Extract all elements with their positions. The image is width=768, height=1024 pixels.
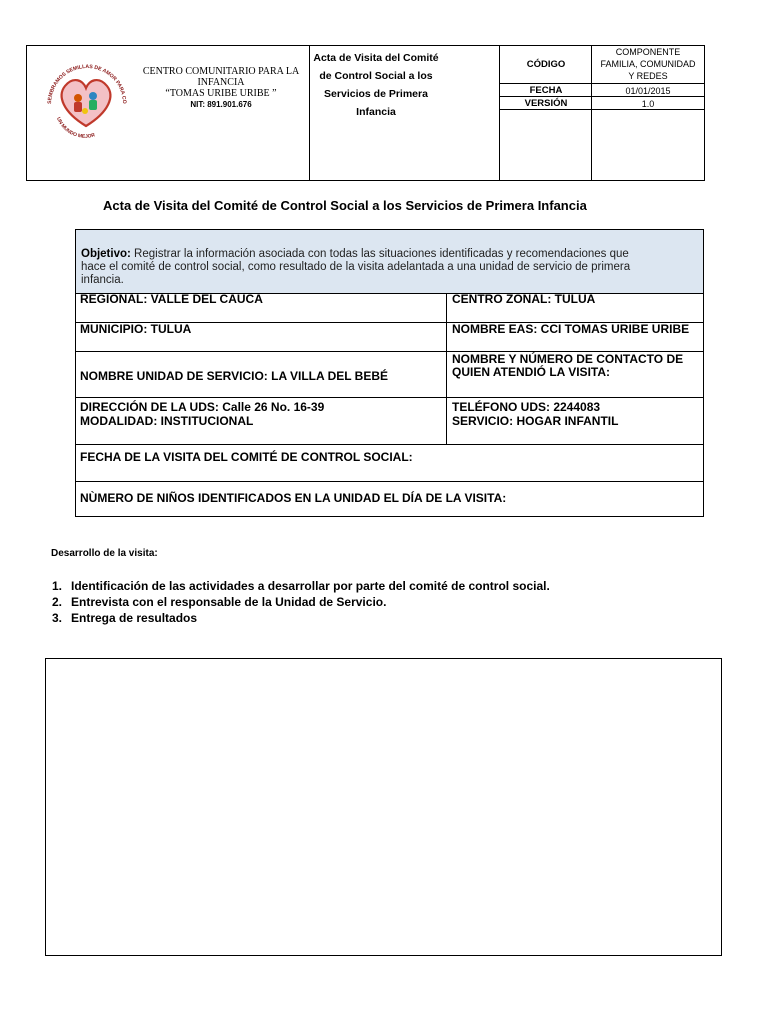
codigo-value-line1: COMPONENTE <box>615 47 681 57</box>
list-item <box>52 578 550 594</box>
direccion-field: DIRECCIÓN DE LA UDS: Calle 26 No. 16-39 <box>80 400 325 414</box>
fecha-value: 01/01/2015 <box>625 86 671 96</box>
page-title: Acta de Visita del Comité de Control Social a los Servicios de Primera Infancia <box>103 198 587 213</box>
org-name-line2: INFANCIA <box>197 77 245 88</box>
logo-heart-icon <box>43 56 129 142</box>
version-label: VERSIÓN <box>524 98 568 109</box>
column-divider <box>446 294 447 445</box>
list-item <box>52 594 550 610</box>
organization-logo <box>43 56 129 142</box>
contacto-line1: NOMBRE Y NÚMERO DE CONTACTO DE <box>452 352 684 366</box>
header-title-line3: Servicios de Primera <box>324 88 428 100</box>
list-item <box>52 610 550 626</box>
logo-arc-top-text: SEMBRAMOS SEMILLAS DE AMOR PARA CO <box>46 63 128 105</box>
visit-info-table <box>75 229 704 517</box>
codigo-value <box>592 46 704 82</box>
logo-arc-bottom-text: UN MUNDO MEJOR <box>55 116 96 140</box>
step-text: Identificación de las actividades a desarrollar por parte del comité de control social. <box>71 579 550 593</box>
fecha-label: FECHA <box>529 85 563 96</box>
notes-box <box>45 658 722 956</box>
org-nit: NIT: 891.901.676 <box>190 100 252 109</box>
version-value: 1.0 <box>641 99 655 109</box>
step-number: 1. <box>52 579 63 593</box>
numero-ninos-field: NÙMERO DE NIÑOS IDENTIFICADOS EN LA UNIDAD EL DÍA DE LA VISITA: <box>80 491 507 505</box>
objective-text-line3: infancia. <box>81 274 124 286</box>
step-number: 2. <box>52 595 63 609</box>
step-text: Entrevista con el responsable de la Unidad de Servicio. <box>71 595 387 609</box>
header-title-line4: Infancia <box>356 106 396 118</box>
regional-field: REGIONAL: VALLE DEL CAUCA <box>80 292 263 306</box>
telefono-field: TELÉFONO UDS: 2244083 <box>452 400 601 414</box>
contacto-field <box>452 353 683 379</box>
codigo-value-line2: FAMILIA, COMUNIDAD <box>600 59 696 69</box>
step-text: Entrega de resultados <box>71 611 198 625</box>
fecha-visita-field: FECHA DE LA VISITA DEL COMITÉ DE CONTROL SOCIAL: <box>80 450 413 464</box>
steps-list <box>52 578 550 626</box>
servicio-field: SERVICIO: HOGAR INFANTIL <box>452 414 619 428</box>
org-name-line3: “TOMAS URIBE URIBE ” <box>165 88 277 99</box>
org-name-line1: CENTRO COMUNITARIO PARA LA <box>142 66 300 77</box>
objective-label: Objetivo: <box>81 248 131 260</box>
header-title-line2: de Control Social a los <box>319 70 433 82</box>
organization-name-block <box>132 66 310 110</box>
objective-row <box>76 230 703 294</box>
step-number: 3. <box>52 611 63 625</box>
contacto-line2: QUIEN ATENDIÓ LA VISITA: <box>452 365 610 379</box>
nombre-eas-field: NOMBRE EAS: CCI TOMAS URIBE URIBE <box>452 322 690 336</box>
codigo-label: CÓDIGO <box>526 59 566 70</box>
desarrollo-heading: Desarrollo de la visita: <box>51 548 158 559</box>
objective-text-line2: hace el comité de control social, como resultado de la visita adelantada a una unidad de servicio de primera <box>81 261 631 273</box>
header-title-line1: Acta de Visita del Comité <box>313 52 439 64</box>
modalidad-field: MODALIDAD: INSTITUCIONAL <box>80 414 254 428</box>
municipio-field: MUNICIPIO: TULUA <box>80 322 192 336</box>
centro-zonal-field: CENTRO ZONAL: TULUA <box>452 292 596 306</box>
header-document-title <box>310 49 442 121</box>
codigo-value-line3: Y REDES <box>628 71 668 81</box>
objective-text-line1: Registrar la información asociada con todas las situaciones identificadas y recomendaciones que <box>130 248 629 260</box>
unidad-servicio-field: NOMBRE UNIDAD DE SERVICIO: LA VILLA DEL BEBÉ <box>80 369 389 383</box>
document-header-table <box>26 45 705 181</box>
